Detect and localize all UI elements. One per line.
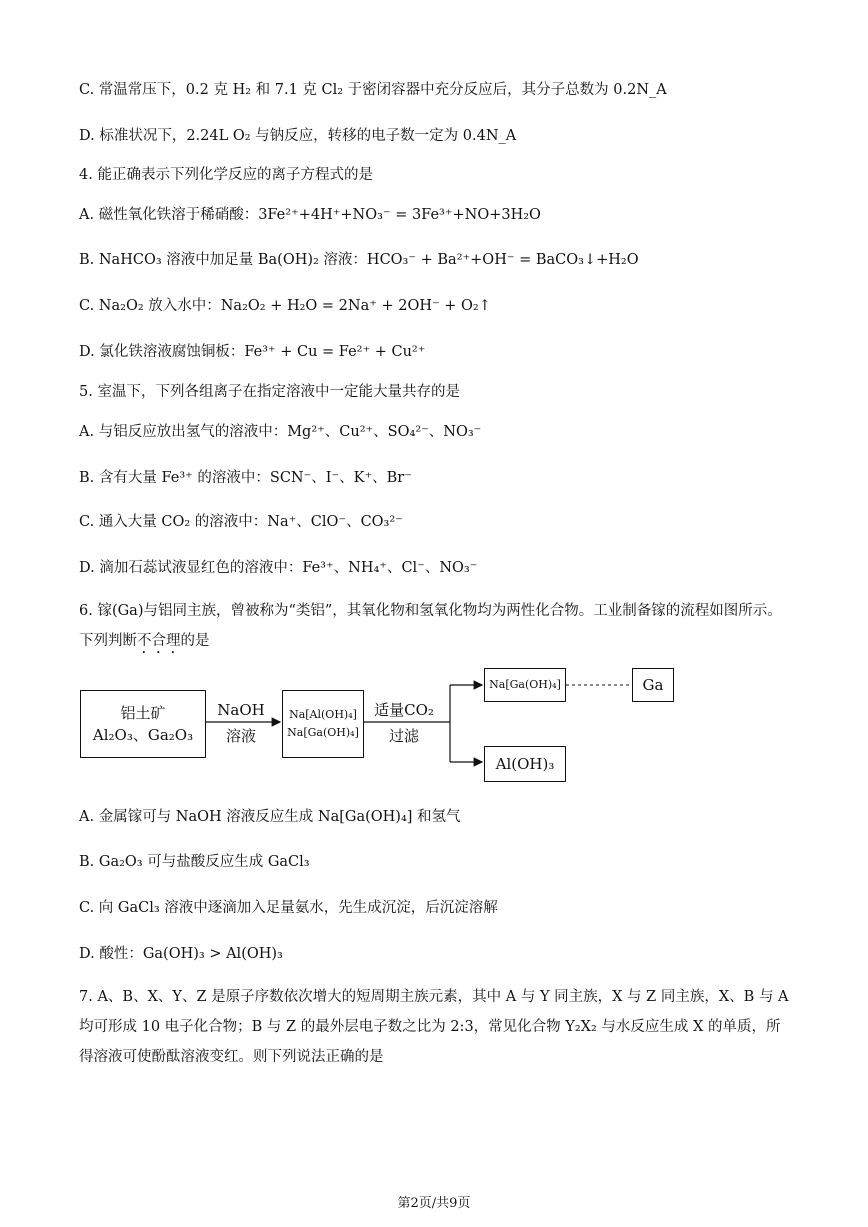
option-4a: A. 磁性氧化铁溶于稀硝酸：3Fe²⁺+4H⁺+NO₃⁻ = 3Fe³⁺+NO+3H₂O [79, 207, 541, 223]
page-footer: 第2页/共9页 [397, 1196, 471, 1211]
option-4b: B. NaHCO₃ 溶液中加足量 Ba(OH)₂ 溶液：HCO₃⁻ + Ba²⁺+OH⁻ = BaCO₃↓+H₂O [79, 252, 639, 268]
mixture-box [282, 690, 364, 758]
option-4c: C. Na₂O₂ 放入水中：Na₂O₂ + H₂O = 2Na⁺ + 2OH⁻ + O₂↑ [79, 298, 491, 314]
question-6-text: 6. 镓(Ga)与铝同主族，曾被称为“类铝”，其氧化物和氢氧化物均为两性化合物。工业制备镓的流程如图所示。下列判断 [79, 603, 782, 649]
option-3d: D. 标准状况下，2.24L O₂ 与钠反应，转移的电子数一定为 0.4N_A [79, 128, 517, 144]
filter-label: 过滤 [388, 727, 419, 745]
mixture-al: Na[Al(OH)₄] [289, 708, 357, 721]
question-5: 5. 室温下，下列各组离子在指定溶液中一定能大量共存的是 [79, 384, 460, 400]
ore-label: 铝土矿 [120, 704, 166, 722]
option-6d: D. 酸性：Ga(OH)₃ > Al(OH)₃ [79, 946, 283, 962]
question-7: 7. A、B、X、Y、Z 是原子序数依次增大的短周期主族元素，其中 A 与 Y 同主族，X 与 Z 同主族，X、B 与 A 均可形成 10 电子化合物；B 与 Z 的最外层电子数之比为 2:3，常见化合物 Y₂X₂ 与水反应生成 X 的单质，所得溶液可使酚酞溶液变红。则下列说法正确的是 [79, 989, 789, 1065]
option-6b: B. Ga₂O₃ 可与盐酸反应生成 GaCl₃ [79, 854, 310, 870]
option-5d: D. 滴加石蕊试液显红色的溶液中：Fe³⁺、NH₄⁺、Cl⁻、NO₃⁻ [79, 560, 478, 576]
ore-box [80, 690, 206, 758]
ga-box: Ga [632, 668, 674, 702]
naoh-label: NaOH [217, 701, 265, 719]
aloh3-box: Al(OH)₃ [484, 746, 566, 782]
option-5b: B. 含有大量 Fe³⁺ 的溶液中：SCN⁻、I⁻、K⁺、Br⁻ [79, 470, 412, 486]
question-6 [79, 596, 791, 657]
ore-components: Al₂O₃、Ga₂O₃ [92, 726, 194, 744]
question-4: 4. 能正确表示下列化学反应的离子方程式的是 [79, 167, 373, 183]
option-6c: C. 向 GaCl₃ 溶液中逐滴加入足量氨水，先生成沉淀，后沉淀溶解 [79, 900, 498, 916]
question-6-emphasis: 不合理 [137, 633, 181, 649]
option-5c: C. 通入大量 CO₂ 的溶液中：Na⁺、ClO⁻、CO₃²⁻ [79, 514, 403, 530]
mixture-ga: Na[Ga(OH)₄] [287, 726, 359, 739]
option-3c: C. 常温常压下，0.2 克 H₂ 和 7.1 克 Cl₂ 于密闭容器中充分反应后，其分子总数为 0.2N_A [79, 82, 667, 98]
co2-label: 适量CO₂ [374, 701, 434, 719]
ga-salt-box: Na[Ga(OH)₄] [484, 668, 566, 702]
option-5a: A. 与铝反应放出氢气的溶液中：Mg²⁺、Cu²⁺、SO₄²⁻、NO₃⁻ [79, 424, 482, 440]
option-6a: A. 金属镓可与 NaOH 溶液反应生成 Na[Ga(OH)₄] 和氢气 [79, 809, 461, 825]
solution-label: 溶液 [225, 727, 256, 745]
option-4d: D. 氯化铁溶液腐蚀铜板：Fe³⁺ + Cu = Fe²⁺ + Cu²⁺ [79, 344, 426, 360]
question-6-tail: 的是 [180, 633, 210, 649]
